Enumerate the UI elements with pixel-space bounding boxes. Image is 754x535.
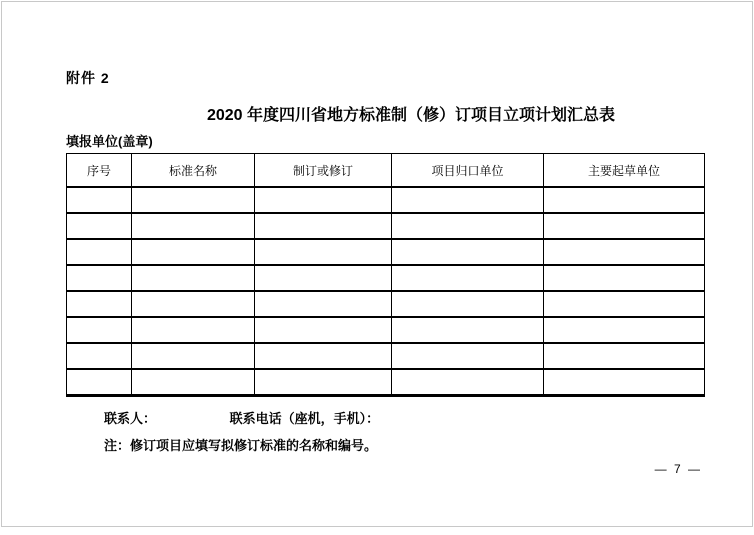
table-cell: [132, 265, 255, 291]
table-cell: [255, 343, 392, 369]
table-row: [67, 213, 705, 239]
table-cell: [392, 213, 544, 239]
contact-label: 联系人：: [104, 411, 157, 426]
table-cell: [255, 239, 392, 265]
table-cell: [132, 317, 255, 343]
table-cell: [544, 291, 705, 317]
document-title: 2020 年度四川省地方标准制（修）订项目立项计划汇总表: [206, 107, 616, 124]
table-header-cell: 标准名称: [132, 154, 255, 188]
table-cell: [544, 317, 705, 343]
table-cell: [255, 187, 392, 213]
table-cell: [67, 213, 132, 239]
table-cell: [132, 187, 255, 213]
table-body: [67, 187, 705, 396]
page-number: — 7 —: [654, 462, 702, 476]
table-row: [67, 187, 705, 213]
table-cell: [255, 291, 392, 317]
table-cell: [392, 187, 544, 213]
table-cell: [392, 291, 544, 317]
table-cell: [392, 265, 544, 291]
table-cell: [544, 213, 705, 239]
table-cell: [392, 317, 544, 343]
table-cell: [132, 239, 255, 265]
table-cell: [67, 291, 132, 317]
table-cell: [544, 187, 705, 213]
attachment-label: 附件 2: [66, 70, 110, 86]
table-cell: [255, 369, 392, 396]
table-row: [67, 265, 705, 291]
note-text: 注：修订项目应填写拟修订标准的名称和编号。: [104, 438, 378, 453]
table-row: [67, 239, 705, 265]
table-header-cell: 制订或修订: [255, 154, 392, 188]
table-cell: [67, 187, 132, 213]
table-row: [67, 369, 705, 396]
table-cell: [255, 265, 392, 291]
table-header-row: [67, 154, 705, 188]
table-cell: [544, 343, 705, 369]
table-header-cell: 项目归口单位: [392, 154, 544, 188]
table-row: [67, 317, 705, 343]
table-header-cell: 序号: [67, 154, 132, 188]
summary-table: [66, 153, 705, 397]
table-cell: [132, 343, 255, 369]
table-cell: [255, 213, 392, 239]
table-cell: [67, 265, 132, 291]
contact-line: [104, 408, 379, 427]
table-cell: [392, 343, 544, 369]
table-cell: [544, 265, 705, 291]
table-cell: [132, 291, 255, 317]
table-cell: [132, 369, 255, 396]
table-header-cell: 主要起草单位: [544, 154, 705, 188]
table-cell: [132, 213, 255, 239]
form-unit-label: 填报单位(盖章): [66, 134, 153, 149]
table-row: [67, 343, 705, 369]
table-cell: [544, 369, 705, 396]
table-cell: [67, 317, 132, 343]
table-cell: [392, 239, 544, 265]
table-cell: [67, 369, 132, 396]
table-cell: [67, 239, 132, 265]
table-cell: [544, 239, 705, 265]
table-cell: [392, 369, 544, 396]
table-cell: [67, 343, 132, 369]
document-page: [1, 1, 753, 527]
table-cell: [255, 317, 392, 343]
phone-label: 联系电话（座机，手机）：: [229, 411, 380, 426]
table-row: [67, 291, 705, 317]
